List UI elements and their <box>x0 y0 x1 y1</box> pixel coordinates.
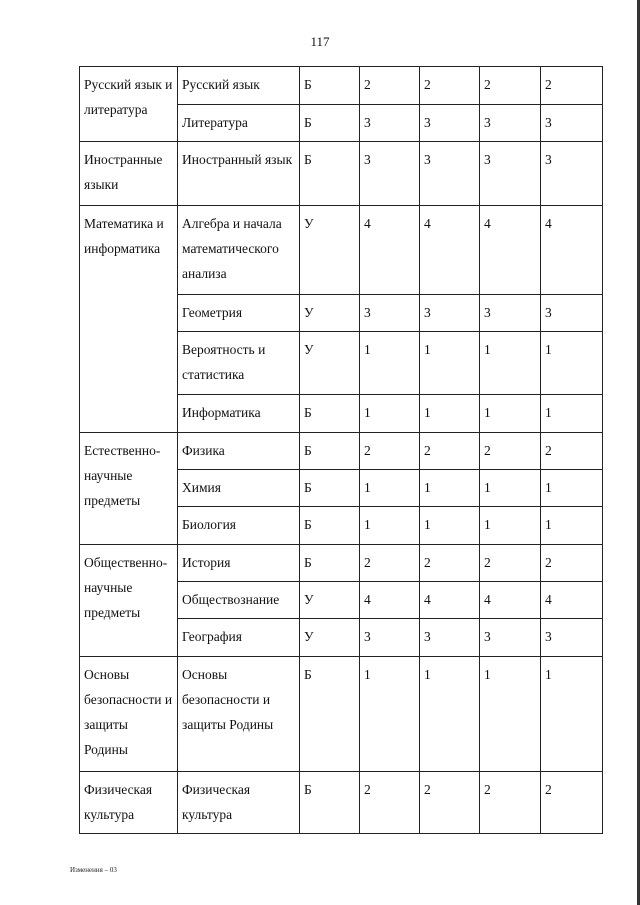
subject-area-cell: Основы безопасности и защиты Родины <box>80 657 178 772</box>
hours-cell: 2 <box>480 545 541 582</box>
table-row <box>80 433 603 470</box>
hours-cell: 2 <box>360 67 420 105</box>
hours-cell: 3 <box>480 619 541 657</box>
hours-cell: 3 <box>480 105 541 142</box>
hours-cell: 1 <box>420 332 480 395</box>
table-row <box>80 772 603 834</box>
hours-cell: 3 <box>420 105 480 142</box>
hours-cell: 4 <box>541 206 603 295</box>
hours-cell: 2 <box>480 772 541 834</box>
hours-cell: 3 <box>420 619 480 657</box>
subject-cell: Вероятность и статистика <box>178 332 300 395</box>
hours-cell: 3 <box>480 142 541 206</box>
level-cell: Б <box>300 507 360 545</box>
hours-cell: 1 <box>360 657 420 772</box>
table-body <box>80 67 603 834</box>
subject-cell: Химия <box>178 470 300 507</box>
hours-cell: 2 <box>541 772 603 834</box>
level-cell: У <box>300 619 360 657</box>
hours-cell: 2 <box>541 433 603 470</box>
subject-cell: Биология <box>178 507 300 545</box>
hours-cell: 3 <box>360 142 420 206</box>
level-cell: Б <box>300 395 360 433</box>
hours-cell: 1 <box>480 657 541 772</box>
level-cell: Б <box>300 67 360 105</box>
subject-area-cell: Иностранные языки <box>80 142 178 206</box>
hours-cell: 2 <box>360 433 420 470</box>
hours-cell: 1 <box>420 507 480 545</box>
subject-area-cell: Русский язык и литература <box>80 67 178 142</box>
subject-cell: Алгебра и начала математического анализа <box>178 206 300 295</box>
hours-cell: 1 <box>480 470 541 507</box>
hours-cell: 2 <box>541 545 603 582</box>
subject-area-cell: Математика и информатика <box>80 206 178 433</box>
level-cell: У <box>300 332 360 395</box>
hours-cell: 2 <box>420 772 480 834</box>
subject-cell: Геометрия <box>178 295 300 332</box>
hours-cell: 1 <box>420 470 480 507</box>
level-cell: Б <box>300 105 360 142</box>
hours-cell: 1 <box>541 332 603 395</box>
subject-cell: Информатика <box>178 395 300 433</box>
subject-cell: Русский язык <box>178 67 300 105</box>
hours-cell: 2 <box>360 772 420 834</box>
hours-cell: 4 <box>541 582 603 619</box>
level-cell: У <box>300 582 360 619</box>
hours-cell: 1 <box>360 470 420 507</box>
hours-cell: 3 <box>360 295 420 332</box>
subject-cell: Обществознание <box>178 582 300 619</box>
level-cell: Б <box>300 657 360 772</box>
table-row <box>80 142 603 206</box>
subject-area-cell: Общественно-научные предметы <box>80 545 178 657</box>
level-cell: Б <box>300 545 360 582</box>
table-row <box>80 657 603 772</box>
hours-cell: 1 <box>360 507 420 545</box>
hours-cell: 1 <box>541 470 603 507</box>
subject-cell: Иностранный язык <box>178 142 300 206</box>
hours-cell: 3 <box>420 295 480 332</box>
hours-cell: 2 <box>420 67 480 105</box>
table-row <box>80 545 603 582</box>
hours-cell: 4 <box>420 206 480 295</box>
level-cell: Б <box>300 470 360 507</box>
hours-cell: 2 <box>541 67 603 105</box>
hours-cell: 4 <box>420 582 480 619</box>
hours-cell: 4 <box>360 206 420 295</box>
hours-cell: 4 <box>480 206 541 295</box>
hours-cell: 4 <box>480 582 541 619</box>
hours-cell: 1 <box>420 395 480 433</box>
hours-cell: 1 <box>420 657 480 772</box>
hours-cell: 3 <box>420 142 480 206</box>
hours-cell: 2 <box>360 545 420 582</box>
hours-cell: 1 <box>541 507 603 545</box>
level-cell: Б <box>300 433 360 470</box>
page-number: 117 <box>310 34 330 49</box>
hours-cell: 2 <box>480 67 541 105</box>
hours-cell: 1 <box>360 332 420 395</box>
subject-cell: География <box>178 619 300 657</box>
subject-cell: Основы безопасности и защиты Родины <box>178 657 300 772</box>
hours-cell: 2 <box>420 545 480 582</box>
subject-area-cell: Естественно-научные предметы <box>80 433 178 545</box>
level-cell: У <box>300 295 360 332</box>
hours-cell: 1 <box>480 332 541 395</box>
hours-cell: 1 <box>541 395 603 433</box>
hours-cell: 3 <box>541 619 603 657</box>
subject-area-cell: Физическая культура <box>80 772 178 834</box>
hours-cell: 2 <box>480 433 541 470</box>
level-cell: У <box>300 206 360 295</box>
hours-cell: 3 <box>360 619 420 657</box>
hours-cell: 1 <box>480 395 541 433</box>
curriculum-table <box>79 66 603 834</box>
hours-cell: 3 <box>541 105 603 142</box>
hours-cell: 3 <box>360 105 420 142</box>
hours-cell: 2 <box>420 433 480 470</box>
hours-cell: 1 <box>480 507 541 545</box>
subject-cell: Физическая культура <box>178 772 300 834</box>
level-cell: Б <box>300 142 360 206</box>
hours-cell: 3 <box>480 295 541 332</box>
level-cell: Б <box>300 772 360 834</box>
subject-cell: Физика <box>178 433 300 470</box>
subject-cell: Литература <box>178 105 300 142</box>
hours-cell: 1 <box>360 395 420 433</box>
hours-cell: 3 <box>541 142 603 206</box>
hours-cell: 1 <box>541 657 603 772</box>
table-row <box>80 67 603 105</box>
hours-cell: 3 <box>541 295 603 332</box>
subject-cell: История <box>178 545 300 582</box>
table-row <box>80 206 603 295</box>
hours-cell: 4 <box>360 582 420 619</box>
footer-note: Изменения – 03 <box>70 866 117 874</box>
